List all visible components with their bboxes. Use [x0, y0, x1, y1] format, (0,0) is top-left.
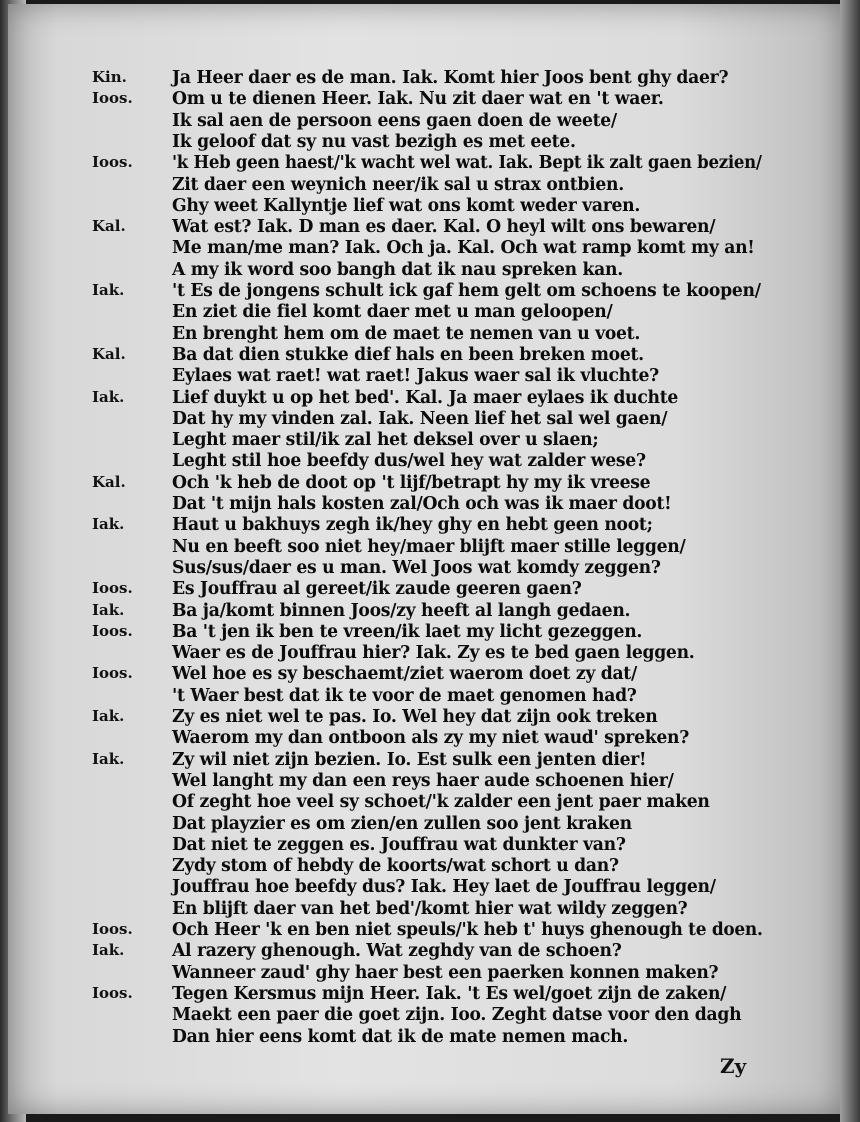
verse-text: Ik sal aen de persoon eens gaen doen de weete/	[172, 110, 617, 131]
verse-text: Sus/sus/daer es u man. Wel Joos wat komdy zeggen?	[172, 557, 661, 578]
verse-line	[0, 451, 860, 473]
speaker-label: Kal.	[92, 344, 126, 363]
verse-line	[0, 260, 860, 282]
verse-text: Ja Heer daer es de man. Iak. Komt hier Joos bent ghy daer?	[172, 68, 729, 88]
verse-text: Ghy weet Kallyntje lief wat ons komt weder varen.	[172, 195, 641, 216]
speaker-label: Iak.	[92, 941, 125, 960]
verse-text: Ba 't jen ik ben te vreen/ik laet my licht gezeggen.	[172, 621, 643, 642]
verse-line	[0, 835, 860, 857]
verse-text: Leght stil hoe beefdy dus/wel hey wat zalder wese?	[172, 451, 646, 472]
verse-line	[0, 175, 860, 197]
verse-text: Eylaes wat raet! wat raet! Jakus waer sal ik vluchte?	[172, 366, 659, 387]
verse-line	[0, 302, 860, 324]
verse-line	[0, 643, 860, 665]
verse-text: Es Jouffrau al gereet/ik zaude geeren gaen?	[172, 579, 582, 600]
verse-line	[0, 579, 860, 601]
verse-line	[0, 281, 860, 303]
verse-line	[0, 1005, 860, 1027]
speaker-label: Ioos.	[92, 983, 133, 1002]
verse-line	[0, 537, 860, 559]
verse-text: 'k Heb geen haest/'k wacht wel wat. Iak. Bept ik zalt gaen bezien/	[172, 153, 762, 174]
verse-text: 't Waer best dat ik te voor de maet genomen had?	[172, 685, 637, 706]
verse-line	[0, 366, 860, 388]
verse-line	[0, 814, 860, 836]
speaker-label: Kin.	[92, 68, 127, 86]
speaker-label: Ioos.	[92, 664, 133, 683]
verse-line	[0, 856, 860, 878]
speaker-label: Ioos.	[92, 920, 133, 938]
verse-line	[0, 153, 860, 175]
verse-text: A my ik word soo bangh dat ik nau spreken kan.	[172, 259, 623, 280]
verse-text: Maekt een paer die goet zijn. Ioo. Zeght datse voor den dagh	[172, 1005, 742, 1026]
verse-line	[0, 494, 860, 516]
speaker-label: Iak.	[92, 515, 125, 534]
verse-line	[0, 664, 860, 686]
verse-text: Haut u bakhuys zegh ik/hey ghy en hebt geen noot;	[172, 515, 653, 536]
verse-text: Zydy stom of hebdy de koorts/wat schort u dan?	[172, 856, 619, 877]
verse-text: 't Es de jongens schult ick gaf hem gelt om schoens te koopen/	[172, 281, 761, 301]
verse-text: En brenght hem om de maet te nemen van u voet.	[172, 323, 641, 344]
verse-text: Nu en beeft soo niet hey/maer blijft maer stille leggen/	[172, 536, 686, 557]
verse-line	[0, 963, 860, 985]
verse-line	[0, 558, 860, 580]
verse-text: Ba dat dien stukke dief hals en been breken moet.	[172, 344, 644, 365]
verse-line	[0, 89, 860, 111]
verse-line	[0, 899, 860, 921]
verse-line	[0, 388, 860, 410]
verse-text: Om u te dienen Heer. Iak. Nu zit daer wat en 't waer.	[172, 89, 664, 110]
verse-line	[0, 920, 860, 942]
verse-text: Ik geloof dat sy nu vast bezigh es met eete.	[172, 131, 576, 152]
speaker-label: Ioos.	[92, 89, 133, 108]
speaker-label: Ioos.	[92, 621, 133, 640]
verse-text: Wat est? Iak. D man es daer. Kal. O heyl wilt ons bewaren/	[172, 217, 716, 238]
verse-text: Och Heer 'k en ben niet speuls/'k heb t' huys ghenough te doen.	[172, 920, 763, 940]
verse-line	[0, 686, 860, 708]
verse-text: Wel hoe es sy beschaemt/ziet waerom doet zy dat/	[172, 664, 637, 685]
verse-text: Al razery ghenough. Wat zeghdy van de schoen?	[172, 941, 622, 962]
verse-line	[0, 750, 860, 772]
verse-line	[0, 430, 860, 452]
verse-line	[0, 707, 860, 729]
verse-line	[0, 1027, 860, 1049]
speaker-label: Iak.	[92, 749, 125, 768]
verse-line	[0, 728, 860, 750]
verse-text: Waerom my dan ontboon als zy my niet waud' spreken?	[172, 728, 689, 749]
verse-line	[0, 984, 860, 1006]
verse-line	[0, 238, 860, 260]
verse-text: Dan hier eens komt dat ik de mate nemen mach.	[172, 1026, 629, 1047]
verse-text: Dat hy my vinden zal. Iak. Neen lief het sal wel gaen/	[172, 408, 668, 429]
verse-text: Lief duykt u op het bed'. Kal. Ja maer eylaes ik duchte	[172, 387, 679, 408]
verse-line	[0, 515, 860, 537]
verse-line	[0, 324, 860, 346]
verse-text: Ba ja/komt binnen Joos/zy heeft al langh gedaen.	[172, 600, 631, 621]
speaker-label: Iak.	[92, 387, 125, 406]
speaker-label: Kal.	[92, 217, 126, 236]
verse-line	[0, 111, 860, 133]
verse-text: En ziet die fiel komt daer met u man geloopen/	[172, 302, 613, 323]
verse-line	[0, 622, 860, 644]
verse-text: Waer es de Jouffrau hier? Iak. Zy es te bed gaen leggen.	[172, 643, 695, 664]
verse-line	[0, 473, 860, 495]
speaker-label: Iak.	[92, 600, 125, 619]
verse-text: Leght maer stil/ik zal het deksel over u slaen;	[172, 430, 599, 451]
verse-text: Zy es niet wel te pas. Io. Wel hey dat zijn ook treken	[172, 707, 658, 727]
verse-text: Och 'k heb de doot op 't lijf/betrapt hy my ik vreese	[172, 472, 651, 493]
verse-line	[0, 771, 860, 793]
verse-text: Dat 't mijn hals kosten zal/Och och was ik maer doot!	[172, 494, 672, 514]
verse-text: Zy wil niet zijn bezien. Io. Est sulk een jenten dier!	[172, 749, 647, 770]
verse-text: Of zeght hoe veel sy schoet/'k zalder een jent paer maken	[172, 792, 710, 813]
verse-line	[0, 68, 860, 90]
verse-text: Wanneer zaud' ghy haer best een paerken konnen maken?	[172, 962, 719, 983]
speaker-label: Kal.	[92, 472, 126, 491]
speaker-label: Iak.	[92, 707, 125, 725]
verse-text: Jouffrau hoe beefdy dus? Iak. Hey laet de Jouffrau leggen/	[172, 877, 716, 898]
verse-line	[0, 941, 860, 963]
verse-line	[0, 217, 860, 239]
verse-text: Tegen Kersmus mijn Heer. Iak. 't Es wel/goet zijn de zaken/	[172, 983, 727, 1004]
catchword: Zy	[720, 1054, 747, 1078]
verse-line	[0, 132, 860, 154]
verse-line	[0, 877, 860, 899]
speaker-label: Ioos.	[92, 579, 133, 598]
verse-text: Wel langht my dan een reys haer aude schoenen hier/	[172, 770, 674, 791]
speaker-label: Ioos.	[92, 153, 133, 172]
verse-line	[0, 601, 860, 623]
verse-text: Zit daer een weynich neer/ik sal u strax ontbien.	[172, 174, 624, 195]
verse-line	[0, 792, 860, 814]
verse-line	[0, 196, 860, 218]
speaker-label: Iak.	[92, 281, 125, 299]
verse-line	[0, 409, 860, 431]
verse-text: En blijft daer van het bed'/komt hier wat wildy zeggen?	[172, 898, 688, 919]
verse-line	[0, 345, 860, 367]
verse-text: Dat playzier es om zien/en zullen soo jent kraken	[172, 813, 632, 834]
verse-text: Dat niet te zeggen es. Jouffrau wat dunkter van?	[172, 834, 626, 855]
verse-text: Me man/me man? Iak. Och ja. Kal. Och wat ramp komt my an!	[172, 238, 755, 259]
